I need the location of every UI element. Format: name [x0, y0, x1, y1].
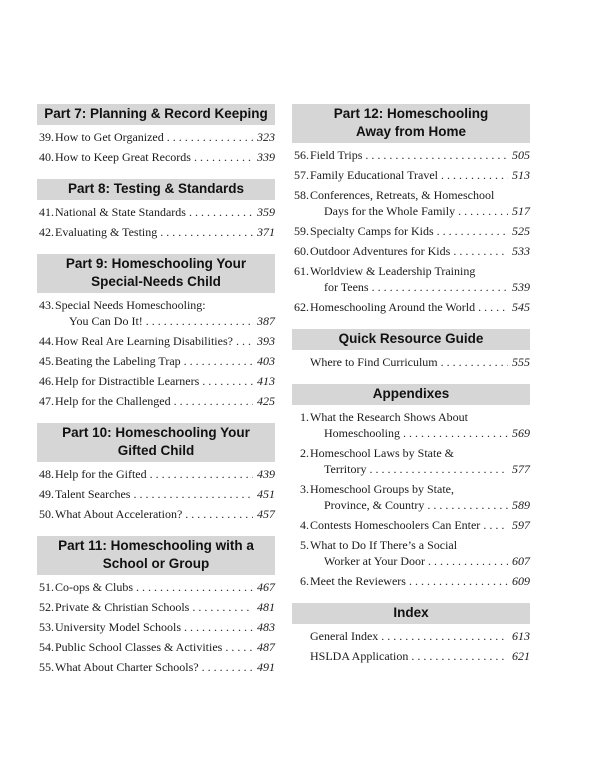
entry-body: [310, 147, 530, 163]
entry-line: [310, 203, 530, 219]
entry-number: 3.: [300, 482, 309, 496]
entry-title: Public School Classes & Activities: [55, 640, 223, 654]
entry-line: [55, 149, 275, 165]
entry-line: [310, 461, 530, 477]
dot-leader: [475, 299, 508, 315]
entry-title: Worldview & Leadership Training: [310, 264, 476, 278]
entry-title: Homeschool Laws by State &: [310, 446, 454, 460]
entry-number: [292, 628, 310, 644]
toc-entry: [37, 466, 275, 482]
toc-entry: [37, 224, 275, 240]
section-header: [292, 104, 530, 143]
entry-line: [55, 579, 275, 595]
entry-line: [55, 393, 275, 409]
entry-title: What About Charter Schools?: [55, 660, 199, 674]
entry-body: [310, 648, 530, 664]
entry-number: 57.: [294, 168, 309, 182]
section-spacer: [37, 244, 275, 254]
entry-line: [55, 129, 275, 145]
entry-title: Family Educational Travel: [310, 168, 438, 182]
entry-line: [310, 573, 530, 589]
entry-body: [310, 167, 530, 183]
dot-leader: [400, 425, 508, 441]
entry-title: Homeschool Groups by State,: [310, 482, 454, 496]
dot-leader: [130, 486, 253, 502]
entry-line: [310, 648, 530, 664]
entry-title: Province, & Country: [324, 498, 425, 512]
page-number: 339: [257, 150, 275, 164]
dot-leader: [480, 517, 508, 533]
page-number: 323: [257, 130, 275, 144]
dot-leader: [181, 353, 253, 369]
entry-number: 41.: [39, 205, 54, 219]
dot-leader: [143, 313, 253, 329]
entry-line: [310, 537, 530, 553]
entry-body: [55, 506, 275, 522]
page-number: 481: [257, 600, 275, 614]
entry-body: [310, 223, 530, 239]
entry-line: [55, 639, 275, 655]
entry-title: Help for the Challenged: [55, 394, 171, 408]
section-spacer: [292, 593, 530, 603]
section-header: [292, 603, 530, 624]
entry-number: 4.: [300, 518, 309, 532]
dot-leader: [425, 553, 508, 569]
section-spacer: [37, 526, 275, 536]
entry-title: Help for Distractible Learners: [55, 374, 200, 388]
dot-leader: [233, 333, 253, 349]
entry-line: [55, 599, 275, 615]
entry-body: [55, 224, 275, 240]
entry-body: [310, 299, 530, 315]
dot-leader: [164, 129, 253, 145]
entry-line: [310, 425, 530, 441]
page-number: 413: [257, 374, 275, 388]
entry-number: [292, 648, 310, 664]
entry-title: Homeschooling Around the World: [310, 300, 476, 314]
entry-title: Help for the Gifted: [55, 467, 147, 481]
section-header: [292, 329, 530, 350]
dot-leader: [199, 373, 253, 389]
page-number: 439: [257, 467, 275, 481]
entry-body: [310, 537, 530, 569]
page-number: 491: [257, 660, 275, 674]
entry-body: [310, 263, 530, 295]
toc-entry: [37, 297, 275, 329]
entry-title: What to Do If There’s a Social: [310, 538, 458, 552]
entry-number: 2.: [300, 446, 309, 460]
section-header-line: Gifted Child: [117, 443, 195, 458]
dot-leader: [369, 279, 508, 295]
entry-line: [310, 445, 530, 461]
dot-leader: [450, 243, 508, 259]
toc-section: [292, 319, 530, 370]
page-number: 577: [512, 462, 530, 476]
entry-body: [55, 129, 275, 145]
page-number: 371: [257, 225, 275, 239]
entry-line: [55, 204, 275, 220]
entry-body: [55, 599, 275, 615]
section-header-line: Quick Resource Guide: [338, 331, 484, 346]
entry-number: 40.: [39, 150, 54, 164]
page-number: 425: [257, 394, 275, 408]
toc-entry: [292, 147, 530, 163]
toc-section: [37, 244, 275, 409]
entry-number: 52.: [39, 600, 54, 614]
entry-line: [55, 297, 275, 313]
toc-entry: [292, 167, 530, 183]
entry-number: 55.: [39, 660, 54, 674]
dot-leader: [455, 203, 508, 219]
toc-entry: [37, 373, 275, 389]
entry-title: Private & Christian Schools: [55, 600, 190, 614]
page-number: 387: [257, 314, 275, 328]
page-number: 393: [257, 334, 275, 348]
toc-entry: [292, 537, 530, 569]
entry-body: [310, 409, 530, 441]
dot-leader: [133, 579, 253, 595]
entry-body: [310, 354, 530, 370]
entry-title: How to Keep Great Records: [55, 150, 191, 164]
entry-body: [55, 149, 275, 165]
entry-number: 48.: [39, 467, 54, 481]
entry-line: [55, 466, 275, 482]
entry-title: How to Get Organized: [55, 130, 164, 144]
toc-entry: [37, 149, 275, 165]
entry-line: [310, 223, 530, 239]
toc-entry: [37, 599, 275, 615]
toc-entry: [37, 129, 275, 145]
entry-line: [310, 517, 530, 533]
section-header: [292, 384, 530, 405]
section-header-line: Part 12: Homeschooling: [333, 106, 489, 121]
entry-title: Contests Homeschoolers Can Enter: [310, 518, 481, 532]
dot-leader: [191, 149, 253, 165]
page-number: 569: [512, 426, 530, 440]
toc-section: [292, 374, 530, 589]
toc-entry: [37, 353, 275, 369]
entry-body: [310, 243, 530, 259]
entry-title: How Real Are Learning Disabilities?: [55, 334, 233, 348]
section-header-line: Part 10: Homeschooling Your: [62, 425, 250, 440]
toc-section: [292, 593, 530, 664]
toc-section: [37, 526, 275, 675]
entry-title: for Teens: [324, 280, 369, 294]
section-spacer: [292, 374, 530, 384]
entry-title: Field Trips: [310, 148, 363, 162]
page-number: 525: [512, 224, 530, 238]
entry-title: Homeschooling: [324, 426, 400, 440]
entry-line: [310, 354, 530, 370]
page-number: 467: [257, 580, 275, 594]
page-number: 487: [257, 640, 275, 654]
entry-number: 61.: [294, 264, 309, 278]
page-number: 403: [257, 354, 275, 368]
toc-entry: [292, 628, 530, 644]
entry-body: [55, 619, 275, 635]
page-number: 589: [512, 498, 530, 512]
entry-title: Worker at Your Door: [324, 554, 426, 568]
entry-body: [55, 297, 275, 329]
entry-line: [55, 333, 275, 349]
entry-title: Conferences, Retreats, & Homeschool: [310, 188, 495, 202]
entry-body: [310, 445, 530, 477]
toc-entry: [37, 393, 275, 409]
entry-body: [310, 628, 530, 644]
section-header-line: Part 11: Homeschooling with a: [58, 538, 254, 553]
toc-entry: [37, 333, 275, 349]
entry-title: What the Research Shows About: [310, 410, 468, 424]
dot-leader: [222, 639, 253, 655]
entry-number: 5.: [300, 538, 309, 552]
toc-entry: [37, 639, 275, 655]
entry-number: 56.: [294, 148, 309, 162]
section-spacer: [37, 413, 275, 423]
entry-line: [55, 353, 275, 369]
entry-line: [310, 628, 530, 644]
toc-entry: [37, 619, 275, 635]
entry-line: [55, 659, 275, 675]
dot-leader: [186, 204, 253, 220]
dot-leader: [362, 147, 508, 163]
entry-body: [55, 393, 275, 409]
entry-title: Evaluating & Testing: [55, 225, 158, 239]
section-header-line: Special-Needs Child: [91, 274, 221, 289]
entry-body: [310, 481, 530, 513]
section-header-line: Index: [393, 605, 429, 620]
dot-leader: [366, 461, 508, 477]
entry-number: 60.: [294, 244, 309, 258]
page-number: 517: [512, 204, 530, 218]
entry-title: Talent Searches: [55, 487, 131, 501]
entry-line: [55, 506, 275, 522]
entry-line: [310, 167, 530, 183]
toc-right-column: [292, 104, 530, 668]
entry-body: [55, 373, 275, 389]
toc-entry: [292, 648, 530, 664]
entry-body: [310, 573, 530, 589]
toc-entry: [292, 223, 530, 239]
entry-line: [55, 486, 275, 502]
page-number: 359: [257, 205, 275, 219]
section-header-line: Appendixes: [372, 386, 450, 401]
section-header-line: Part 8: Testing & Standards: [67, 181, 245, 196]
entry-line: [310, 409, 530, 425]
page-number: 483: [257, 620, 275, 634]
toc-left-column: [37, 104, 275, 679]
entry-body: [55, 466, 275, 482]
entry-number: 44.: [39, 334, 54, 348]
entry-body: [55, 579, 275, 595]
entry-number: 39.: [39, 130, 54, 144]
entry-line: [310, 263, 530, 279]
toc-section: [37, 104, 275, 165]
entry-number: 62.: [294, 300, 309, 314]
entry-number: 47.: [39, 394, 54, 408]
toc-entry: [37, 579, 275, 595]
page-number: 607: [512, 554, 530, 568]
section-header-line: Part 7: Planning & Record Keeping: [44, 106, 268, 121]
toc-entry: [37, 659, 275, 675]
entry-number: 51.: [39, 580, 54, 594]
dot-leader: [408, 648, 508, 664]
entry-line: [310, 299, 530, 315]
entry-number: [292, 354, 310, 370]
toc-entry: [292, 573, 530, 589]
entry-line: [55, 619, 275, 635]
toc-entry: [37, 506, 275, 522]
dot-leader: [438, 167, 508, 183]
entry-number: 43.: [39, 298, 54, 312]
entry-line: [55, 224, 275, 240]
entry-number: 6.: [300, 574, 309, 588]
page-number: 597: [512, 518, 530, 532]
entry-title: National & State Standards: [55, 205, 186, 219]
entry-number: 54.: [39, 640, 54, 654]
toc-entry: [292, 354, 530, 370]
toc-entry: [292, 517, 530, 533]
entry-number: 58.: [294, 188, 309, 202]
dot-leader: [434, 223, 508, 239]
page-number: 513: [512, 168, 530, 182]
entry-title: Days for the Whole Family: [324, 204, 456, 218]
section-header-line: School or Group: [102, 556, 210, 571]
toc-section: [292, 104, 530, 315]
entry-number: 53.: [39, 620, 54, 634]
entry-body: [310, 517, 530, 533]
entry-title: Meet the Reviewers: [310, 574, 406, 588]
entry-line: [310, 279, 530, 295]
entry-line: [310, 497, 530, 513]
dot-leader: [157, 224, 253, 240]
page-number: 451: [257, 487, 275, 501]
dot-leader: [171, 393, 253, 409]
page-number: 621: [512, 649, 530, 663]
entry-title: What About Acceleration?: [55, 507, 183, 521]
entry-title: Specialty Camps for Kids: [310, 224, 434, 238]
entry-number: 45.: [39, 354, 54, 368]
entry-title: University Model Schools: [55, 620, 181, 634]
section-header: [37, 536, 275, 575]
dot-leader: [438, 354, 508, 370]
toc-entry: [292, 445, 530, 477]
entry-number: 46.: [39, 374, 54, 388]
dot-leader: [199, 659, 253, 675]
toc-entry: [292, 481, 530, 513]
section-header: [37, 179, 275, 200]
toc-entry: [292, 299, 530, 315]
section-header-line: Away from Home: [355, 124, 467, 139]
section-spacer: [292, 319, 530, 329]
toc-entry: [292, 243, 530, 259]
section-spacer: [37, 169, 275, 179]
entry-title: HSLDA Application: [310, 649, 409, 663]
page-number: 545: [512, 300, 530, 314]
entry-body: [55, 333, 275, 349]
toc-entry: [37, 204, 275, 220]
entry-body: [55, 353, 275, 369]
dot-leader: [424, 497, 508, 513]
toc-section: [37, 413, 275, 522]
toc-entry: [292, 263, 530, 295]
entry-title: Co-ops & Clubs: [55, 580, 134, 594]
toc-section: [37, 169, 275, 240]
section-header: [37, 104, 275, 125]
dot-leader: [182, 506, 253, 522]
entry-body: [55, 204, 275, 220]
section-header-line: Part 9: Homeschooling Your: [65, 256, 247, 271]
entry-line: [310, 243, 530, 259]
dot-leader: [406, 573, 508, 589]
entry-line: [310, 187, 530, 203]
entry-title: Where to Find Curriculum: [310, 355, 438, 369]
entry-title: General Index: [310, 629, 379, 643]
dot-leader: [189, 599, 253, 615]
entry-number: 59.: [294, 224, 309, 238]
dot-leader: [378, 628, 508, 644]
entry-number: 50.: [39, 507, 54, 521]
page-number: 457: [257, 507, 275, 521]
entry-number: 42.: [39, 225, 54, 239]
entry-number: 49.: [39, 487, 54, 501]
entry-body: [55, 486, 275, 502]
entry-line: [310, 553, 530, 569]
entry-number: 1.: [300, 410, 309, 424]
entry-body: [310, 187, 530, 219]
page-number: 539: [512, 280, 530, 294]
entry-body: [55, 659, 275, 675]
entry-line: [55, 313, 275, 329]
section-header: [37, 254, 275, 293]
entry-title: You Can Do It!: [69, 314, 143, 328]
entry-title: Special Needs Homeschooling:: [55, 298, 206, 312]
toc-entry: [292, 187, 530, 219]
entry-line: [310, 147, 530, 163]
page-number: 555: [512, 355, 530, 369]
toc-entry: [37, 486, 275, 502]
entry-body: [55, 639, 275, 655]
page-number: 613: [512, 629, 530, 643]
page-number: 609: [512, 574, 530, 588]
dot-leader: [181, 619, 253, 635]
section-header: [37, 423, 275, 462]
entry-line: [310, 481, 530, 497]
page-number: 533: [512, 244, 530, 258]
entry-line: [55, 373, 275, 389]
entry-title: Beating the Labeling Trap: [55, 354, 181, 368]
entry-title: Territory: [324, 462, 367, 476]
toc-entry: [292, 409, 530, 441]
entry-title: Outdoor Adventures for Kids: [310, 244, 451, 258]
dot-leader: [147, 466, 253, 482]
page-number: 505: [512, 148, 530, 162]
